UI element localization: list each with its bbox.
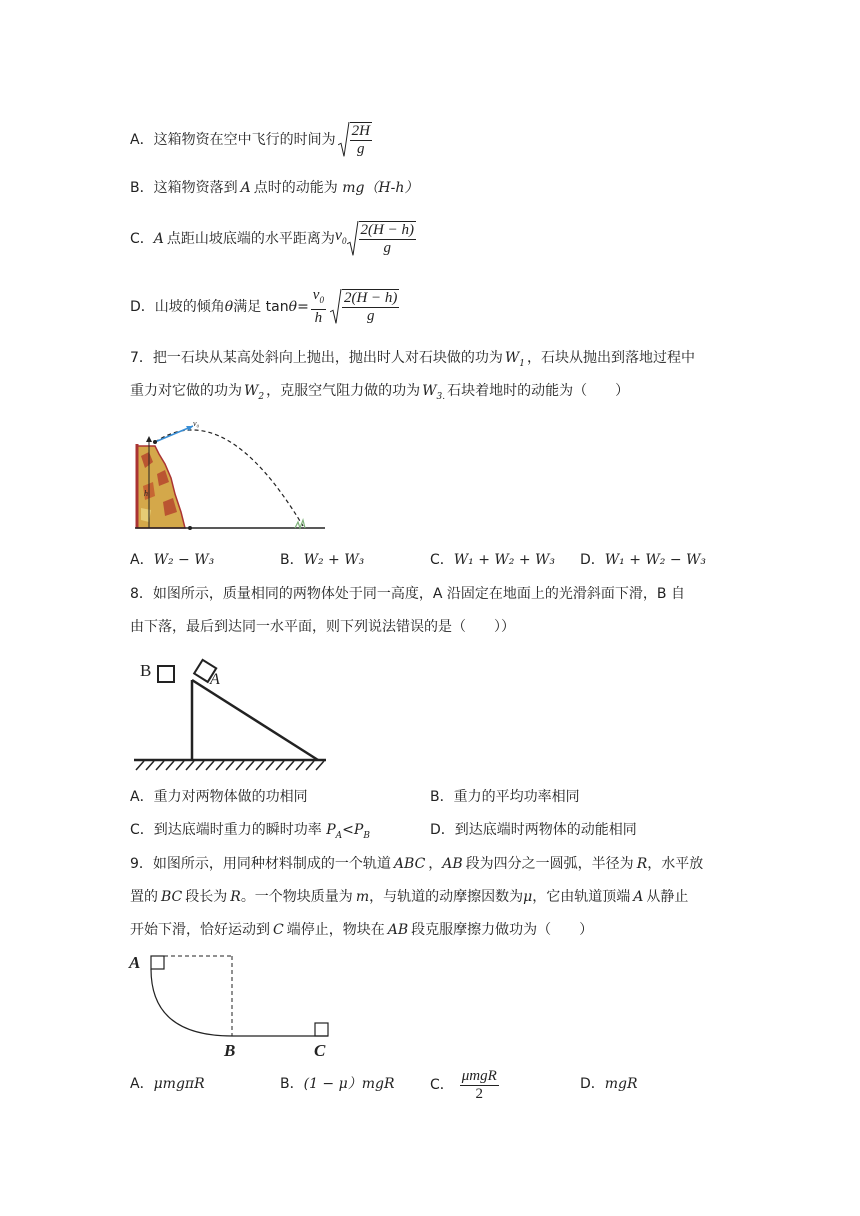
q6-option-b-text: B．这箱物资落到 (130, 180, 238, 196)
q8-stem-line2: 由下落，最后到达同一水平面，则下列说法错误的是（ ）） (130, 619, 515, 635)
q8-figure (132, 650, 328, 774)
q6-c-num: 2(H − h) (360, 222, 414, 238)
q9-option-c[interactable]: C． $\frac{\text{μmgR}}{2}$ (430, 1067, 497, 1102)
q7-option-c[interactable]: C．W₁ + W₂ + W₃ (430, 552, 556, 568)
q6-option-c (130, 216, 416, 262)
q6-option-c-text2: 点距山坡底端的水平距离为 (166, 231, 335, 247)
q9-stem-line2: 置的 BC 段长为 R。一个物块质量为 m，与轨道的动摩擦因数为μ，它由轨道顶端 A 从静止 (130, 889, 689, 905)
q9-label-c: C (314, 1041, 326, 1060)
q9-label-b: B (224, 1041, 236, 1060)
q8-stem-line1: 8．如图所示，质量相同的两物体处于同一高度，A 沿固定在地面上的光滑斜面下滑，B 自 (130, 586, 685, 602)
q6-option-d-frac: $\frac{v_0}{h}$ (312, 287, 324, 326)
q9-figure (126, 950, 338, 1062)
q6-option-d-theta: θ (224, 299, 234, 315)
q7-cliff (137, 444, 185, 528)
q6-option-d-sqrt (330, 289, 399, 325)
q6-option-a-sqrt (338, 122, 372, 158)
q8-label-a: A (210, 671, 220, 688)
q8-option-c[interactable]: C．到达底端时重力的瞬时功率 $P_A<P_B$ (130, 822, 370, 841)
q8-label-b: B (140, 661, 152, 680)
q6-c-den: g (383, 240, 391, 256)
q6-a-num: 2H (351, 123, 370, 139)
q6-option-d-text: D．山坡的倾角 (130, 299, 225, 315)
q8-option-a[interactable]: A．重力对两物体做的功相同 (130, 789, 308, 805)
q7-v0-label: v₀ (193, 419, 200, 428)
q9-option-b[interactable]: B．(1 − μ）mgR (280, 1076, 395, 1092)
q6-a-den: g (357, 141, 365, 157)
q6-option-d-text2: 满足 tan (233, 299, 289, 315)
svg-text:h: h (144, 489, 148, 498)
q7-stem-line2: 重力对它做的功为 $W_2$ ，克服空气阻力做的功为 $W_{3.}$ 石块着地时的动能为（ ） (130, 383, 630, 402)
q6-option-c-coef: $v_0$ (334, 227, 347, 247)
q6-option-b-text2: 点时的动能为 (253, 180, 338, 196)
q6-d-den: g (366, 308, 375, 324)
q6-option-b (130, 178, 418, 198)
q6-option-c-var: A (153, 231, 164, 247)
q6-option-a-text: A．这箱物资在空中飞行的时间为 (130, 132, 336, 148)
q6-option-d-eq: = (297, 299, 309, 315)
q6-d-num: 2(H − h) (343, 290, 398, 306)
q6-option-a (130, 118, 372, 162)
q9-stem-line1: 9．如图所示，用同种材料制成的一个轨道 ABC ，AB 段为四分之一圆弧，半径为 R，水平放 (130, 856, 704, 872)
q7-figure (135, 416, 325, 534)
q7-option-a[interactable]: A．W₂ − W₃ (130, 552, 215, 568)
q6-option-d (130, 284, 399, 330)
q9-option-a[interactable]: A．μmgπR (130, 1076, 205, 1092)
q7-stem-line1: 7．把一石块从某高处斜向上抛出，抛出时人对石块做的功为 $W_1$ ，石块从抛出到落地过程中 (130, 350, 696, 369)
q9-option-d[interactable]: D．mgR (580, 1076, 638, 1092)
q9-stem-line3: 开始下滑，恰好运动到 C 端停止，物块在 AB 段克服摩擦力做功为（ ） (130, 922, 594, 938)
q8-option-b[interactable]: B．重力的平均功率相同 (430, 789, 580, 805)
q6-option-b-expr: mg（H-h） (342, 180, 419, 196)
q6-option-d-theta2: θ (288, 299, 298, 315)
q8-option-d[interactable]: D．到达底端时两物体的动能相同 (430, 822, 637, 838)
q7-option-b[interactable]: B．W₂ + W₃ (280, 552, 365, 568)
q6-option-c-text: C． (130, 231, 154, 247)
q7-option-d[interactable]: D．W₁ + W₂ − W₃ (580, 552, 707, 568)
q6-option-c-sqrt (347, 221, 416, 257)
q9-label-a: A (129, 953, 141, 972)
q6-option-b-var: A (240, 180, 251, 196)
